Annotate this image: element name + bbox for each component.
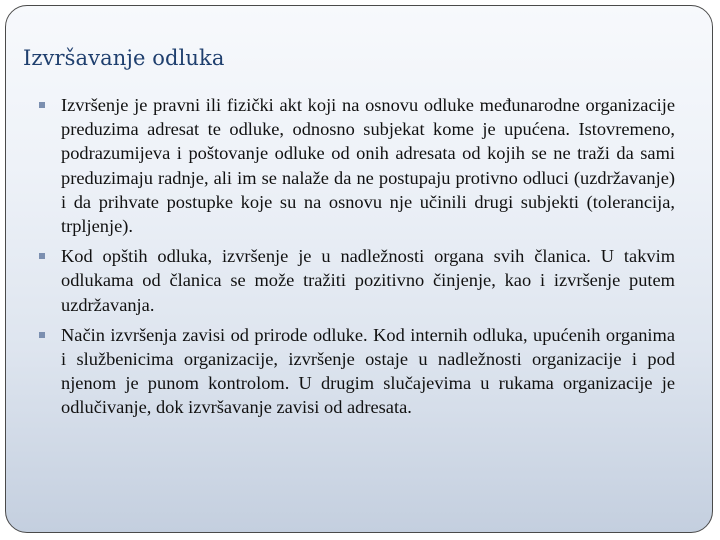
bullet-text: Izvršenje je pravni ili fizički akt koji na osnovu odluke međunarodne organizacije preduzima adresat te odluke, odnosno subjekat kome je upućena. Istovremeno, podrazumijeva i poštovanje odluke od onih adresata od kojih se ne traži da sami preduzimaju radnje, ali im se nalaže da ne postupaju protivno odluci (uzdržavanje) i da prihvate postupke koje su na osnovu nje učinili drugi subjekti (tolerancija, trpljenje).	[61, 95, 675, 237]
square-bullet-icon	[39, 102, 45, 108]
slide	[5, 5, 713, 533]
bullet-text: Način izvršenja zavisi od prirode odluke. Kod internih odluka, upućenih organima i službenicima organizacije, izvršenje ostaje u nadležnosti organizacije i pod njenom je punom kontrolom. U drugim slučajevima u rukama organizacije je odlučivanje, dok izvršavanje zavisi od adresata.	[61, 324, 675, 418]
bullet-text: Kod opštih odluka, izvršenje je u nadležnosti organa svih članica. U takvim odlukama od članica se može tražiti pozitivno činjenje, kao i izvršenje putem uzdržavanja.	[61, 246, 675, 315]
square-bullet-icon	[39, 332, 45, 338]
bullet-item	[12, 244, 675, 317]
bullet-list	[12, 93, 675, 426]
slide-title: Izvršavanje odluka	[23, 46, 225, 70]
bullet-item	[12, 323, 675, 420]
square-bullet-icon	[39, 253, 45, 259]
bullet-item	[12, 93, 675, 238]
